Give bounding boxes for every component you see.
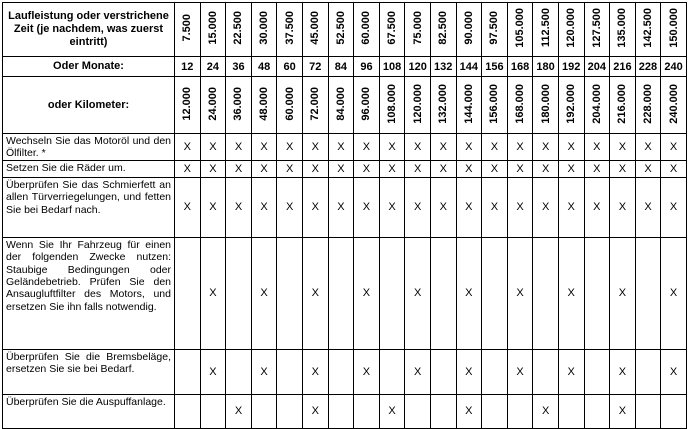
service-mark <box>328 394 354 428</box>
interval-cell <box>661 3 687 57</box>
service-mark <box>661 394 687 428</box>
interval-cell <box>635 3 661 57</box>
task-row <box>3 160 687 177</box>
service-mark: X <box>456 237 482 349</box>
service-mark: X <box>584 134 610 161</box>
service-mark: X <box>354 177 380 237</box>
months-value: 60 <box>277 57 303 77</box>
task-row <box>3 177 687 237</box>
service-mark: X <box>558 237 584 349</box>
service-mark: X <box>507 177 533 237</box>
km-value: 84.000 <box>334 86 347 121</box>
interval-cell <box>200 3 226 57</box>
interval-cell <box>507 3 533 57</box>
km-value: 120.000 <box>411 83 424 124</box>
service-mark: X <box>456 394 482 428</box>
service-mark: X <box>430 160 456 177</box>
interval-cell <box>558 3 584 57</box>
interval-cell <box>302 3 328 57</box>
interval-value: 135.000 <box>616 8 629 48</box>
service-mark <box>584 394 610 428</box>
service-mark <box>635 237 661 349</box>
service-mark: X <box>251 237 277 349</box>
service-mark: X <box>226 134 252 161</box>
km-cell <box>610 77 636 134</box>
service-mark <box>584 237 610 349</box>
service-mark: X <box>482 177 508 237</box>
service-mark <box>200 394 226 428</box>
months-value: 72 <box>302 57 328 77</box>
service-mark <box>226 349 252 394</box>
interval-value: 22.500 <box>232 11 245 45</box>
service-mark: X <box>175 177 201 237</box>
service-mark: X <box>277 160 303 177</box>
interval-value: 7.500 <box>181 14 194 42</box>
service-mark: X <box>302 134 328 161</box>
service-mark: X <box>610 177 636 237</box>
task-row <box>3 134 687 161</box>
km-cell <box>635 77 661 134</box>
service-mark: X <box>200 237 226 349</box>
km-header: oder Kilometer: <box>3 77 175 134</box>
km-value: 192.000 <box>565 83 578 124</box>
task-description: Wenn Sie Ihr Fahrzeug für einen der folgenden Zwecke nutzen: Staubige Bedingungen oder Geländebetrieb. Prüfen Sie den Ansaugluftfilter des Motors, und ersetzen Sie ihn falls notwendig. <box>3 237 175 349</box>
km-value: 12.000 <box>181 86 194 121</box>
service-mark: X <box>635 160 661 177</box>
service-mark: X <box>533 177 559 237</box>
service-mark: X <box>456 134 482 161</box>
interval-cell <box>251 3 277 57</box>
km-cell <box>456 77 482 134</box>
km-cell <box>405 77 431 134</box>
service-mark <box>507 394 533 428</box>
months-value: 120 <box>405 57 431 77</box>
task-row <box>3 349 687 394</box>
service-mark: X <box>558 177 584 237</box>
service-mark <box>175 349 201 394</box>
km-value: 168.000 <box>514 83 527 124</box>
interval-cell <box>456 3 482 57</box>
service-mark: X <box>405 349 431 394</box>
service-mark <box>430 349 456 394</box>
service-mark: X <box>405 177 431 237</box>
service-mark: X <box>405 160 431 177</box>
service-mark <box>354 394 380 428</box>
service-mark: X <box>533 394 559 428</box>
service-mark <box>277 394 303 428</box>
interval-row <box>3 3 687 57</box>
interval-cell <box>405 3 431 57</box>
interval-header: Laufleistung oder verstrichene Zeit (je nachdem, was zuerst eintritt) <box>3 3 175 57</box>
service-mark <box>226 237 252 349</box>
task-description: Setzen Sie die Räder um. <box>3 160 175 177</box>
interval-cell <box>379 3 405 57</box>
interval-value: 150.000 <box>667 8 680 48</box>
service-mark: X <box>302 160 328 177</box>
service-mark: X <box>379 134 405 161</box>
service-mark: X <box>661 349 687 394</box>
service-mark: X <box>226 394 252 428</box>
service-mark <box>175 237 201 349</box>
interval-value: 75.000 <box>411 11 424 45</box>
service-mark: X <box>379 394 405 428</box>
months-value: 228 <box>635 57 661 77</box>
service-mark: X <box>354 349 380 394</box>
service-mark: X <box>328 177 354 237</box>
service-mark: X <box>251 160 277 177</box>
interval-value: 37.500 <box>283 11 296 45</box>
service-mark: X <box>277 177 303 237</box>
months-value: 144 <box>456 57 482 77</box>
km-value: 204.000 <box>590 83 603 124</box>
interval-value: 15.000 <box>206 11 219 45</box>
service-mark: X <box>610 394 636 428</box>
service-mark: X <box>482 160 508 177</box>
service-mark: X <box>610 160 636 177</box>
service-mark: X <box>328 160 354 177</box>
km-cell <box>251 77 277 134</box>
interval-cell <box>533 3 559 57</box>
service-mark: X <box>456 160 482 177</box>
km-cell <box>430 77 456 134</box>
km-cell <box>200 77 226 134</box>
service-mark: X <box>584 177 610 237</box>
service-mark: X <box>354 134 380 161</box>
interval-value: 120.000 <box>565 8 578 48</box>
service-mark: X <box>610 134 636 161</box>
service-mark: X <box>584 160 610 177</box>
km-cell <box>661 77 687 134</box>
service-mark <box>430 237 456 349</box>
months-value: 84 <box>328 57 354 77</box>
service-mark: X <box>610 237 636 349</box>
service-mark: X <box>507 134 533 161</box>
service-mark: X <box>456 349 482 394</box>
km-value: 156.000 <box>488 83 501 124</box>
km-cell <box>533 77 559 134</box>
service-mark: X <box>610 349 636 394</box>
service-mark <box>482 394 508 428</box>
service-mark: X <box>533 160 559 177</box>
interval-value: 30.000 <box>258 11 271 45</box>
service-mark: X <box>302 394 328 428</box>
km-value: 36.000 <box>232 86 245 121</box>
service-mark <box>405 394 431 428</box>
km-value: 144.000 <box>462 83 475 124</box>
km-cell <box>584 77 610 134</box>
service-mark: X <box>251 134 277 161</box>
km-cell <box>302 77 328 134</box>
service-mark: X <box>430 177 456 237</box>
service-mark: X <box>302 177 328 237</box>
months-value: 240 <box>661 57 687 77</box>
interval-cell <box>175 3 201 57</box>
service-mark: X <box>226 177 252 237</box>
service-mark: X <box>635 134 661 161</box>
service-mark: X <box>405 134 431 161</box>
service-mark <box>379 237 405 349</box>
km-value: 72.000 <box>309 86 322 121</box>
service-mark: X <box>251 349 277 394</box>
km-cell <box>328 77 354 134</box>
months-value: 180 <box>533 57 559 77</box>
interval-value: 82.500 <box>437 11 450 45</box>
interval-value: 60.000 <box>360 11 373 45</box>
service-mark: X <box>251 177 277 237</box>
service-mark: X <box>558 160 584 177</box>
km-cell <box>175 77 201 134</box>
km-cell <box>507 77 533 134</box>
service-mark: X <box>507 237 533 349</box>
service-mark: X <box>661 177 687 237</box>
months-value: 108 <box>379 57 405 77</box>
service-mark: X <box>302 237 328 349</box>
service-mark: X <box>328 134 354 161</box>
km-value: 48.000 <box>258 86 271 121</box>
service-mark <box>635 349 661 394</box>
task-row <box>3 394 687 428</box>
service-mark <box>635 394 661 428</box>
km-value: 216.000 <box>616 83 629 124</box>
km-value: 180.000 <box>539 83 552 124</box>
interval-value: 105.000 <box>514 8 527 48</box>
service-mark: X <box>661 134 687 161</box>
service-mark: X <box>379 177 405 237</box>
service-mark <box>533 237 559 349</box>
interval-cell <box>430 3 456 57</box>
km-cell <box>277 77 303 134</box>
km-cell <box>354 77 380 134</box>
service-mark <box>175 394 201 428</box>
months-value: 132 <box>430 57 456 77</box>
interval-value: 142.500 <box>641 8 654 48</box>
km-cell <box>379 77 405 134</box>
months-value: 156 <box>482 57 508 77</box>
interval-value: 45.000 <box>309 11 322 45</box>
service-mark: X <box>379 160 405 177</box>
service-mark <box>277 237 303 349</box>
months-value: 96 <box>354 57 380 77</box>
months-header: Oder Monate: <box>3 57 175 77</box>
months-value: 12 <box>175 57 201 77</box>
interval-cell <box>328 3 354 57</box>
km-value: 240.000 <box>667 83 680 124</box>
task-description: Überprüfen Sie das Schmierfett an allen Türverriegelungen, und fetten Sie bei Bedarf nach. <box>3 177 175 237</box>
service-mark <box>251 394 277 428</box>
service-mark: X <box>482 134 508 161</box>
maintenance-schedule-table <box>2 2 687 429</box>
months-value: 168 <box>507 57 533 77</box>
service-mark <box>328 349 354 394</box>
service-mark <box>430 394 456 428</box>
interval-value: 127.500 <box>590 8 603 48</box>
interval-cell <box>354 3 380 57</box>
task-description: Überprüfen Sie die Auspuffanlage. <box>3 394 175 428</box>
months-value: 204 <box>584 57 610 77</box>
service-mark <box>584 349 610 394</box>
months-value: 48 <box>251 57 277 77</box>
service-mark <box>277 349 303 394</box>
service-mark: X <box>661 237 687 349</box>
interval-value: 67.500 <box>386 11 399 45</box>
task-row <box>3 237 687 349</box>
service-mark <box>558 394 584 428</box>
service-mark: X <box>226 160 252 177</box>
service-mark: X <box>354 160 380 177</box>
km-value: 108.000 <box>386 83 399 124</box>
months-row <box>3 57 687 77</box>
km-value: 60.000 <box>283 86 296 121</box>
service-mark: X <box>354 237 380 349</box>
km-value: 132.000 <box>437 83 450 124</box>
interval-value: 112.500 <box>539 8 552 48</box>
service-mark: X <box>507 349 533 394</box>
task-description: Überprüfen Sie die Bremsbeläge, ersetzen Sie sie bei Bedarf. <box>3 349 175 394</box>
service-mark <box>482 237 508 349</box>
service-mark: X <box>558 349 584 394</box>
km-cell <box>558 77 584 134</box>
service-mark <box>482 349 508 394</box>
km-cell <box>482 77 508 134</box>
km-value: 24.000 <box>206 86 219 121</box>
service-mark: X <box>405 237 431 349</box>
months-value: 36 <box>226 57 252 77</box>
service-mark: X <box>175 160 201 177</box>
service-mark: X <box>430 134 456 161</box>
months-value: 192 <box>558 57 584 77</box>
service-mark: X <box>200 134 226 161</box>
km-value: 96.000 <box>360 86 373 121</box>
km-row <box>3 77 687 134</box>
service-mark: X <box>200 177 226 237</box>
interval-cell <box>482 3 508 57</box>
service-mark: X <box>277 134 303 161</box>
service-mark: X <box>200 160 226 177</box>
task-description: Wechseln Sie das Motoröl und den Ölfilter. * <box>3 134 175 161</box>
interval-value: 52.500 <box>334 11 347 45</box>
km-cell <box>226 77 252 134</box>
service-mark <box>379 349 405 394</box>
service-mark: X <box>302 349 328 394</box>
interval-cell <box>277 3 303 57</box>
service-mark: X <box>558 134 584 161</box>
service-mark: X <box>507 160 533 177</box>
interval-cell <box>610 3 636 57</box>
interval-cell <box>584 3 610 57</box>
service-mark: X <box>661 160 687 177</box>
service-mark <box>328 237 354 349</box>
service-mark <box>533 349 559 394</box>
service-mark: X <box>456 177 482 237</box>
interval-value: 97.500 <box>488 11 501 45</box>
service-mark: X <box>635 177 661 237</box>
service-mark: X <box>175 134 201 161</box>
service-mark: X <box>533 134 559 161</box>
interval-cell <box>226 3 252 57</box>
interval-value: 90.000 <box>462 11 475 45</box>
service-mark: X <box>200 349 226 394</box>
months-value: 216 <box>610 57 636 77</box>
months-value: 24 <box>200 57 226 77</box>
km-value: 228.000 <box>641 83 654 124</box>
